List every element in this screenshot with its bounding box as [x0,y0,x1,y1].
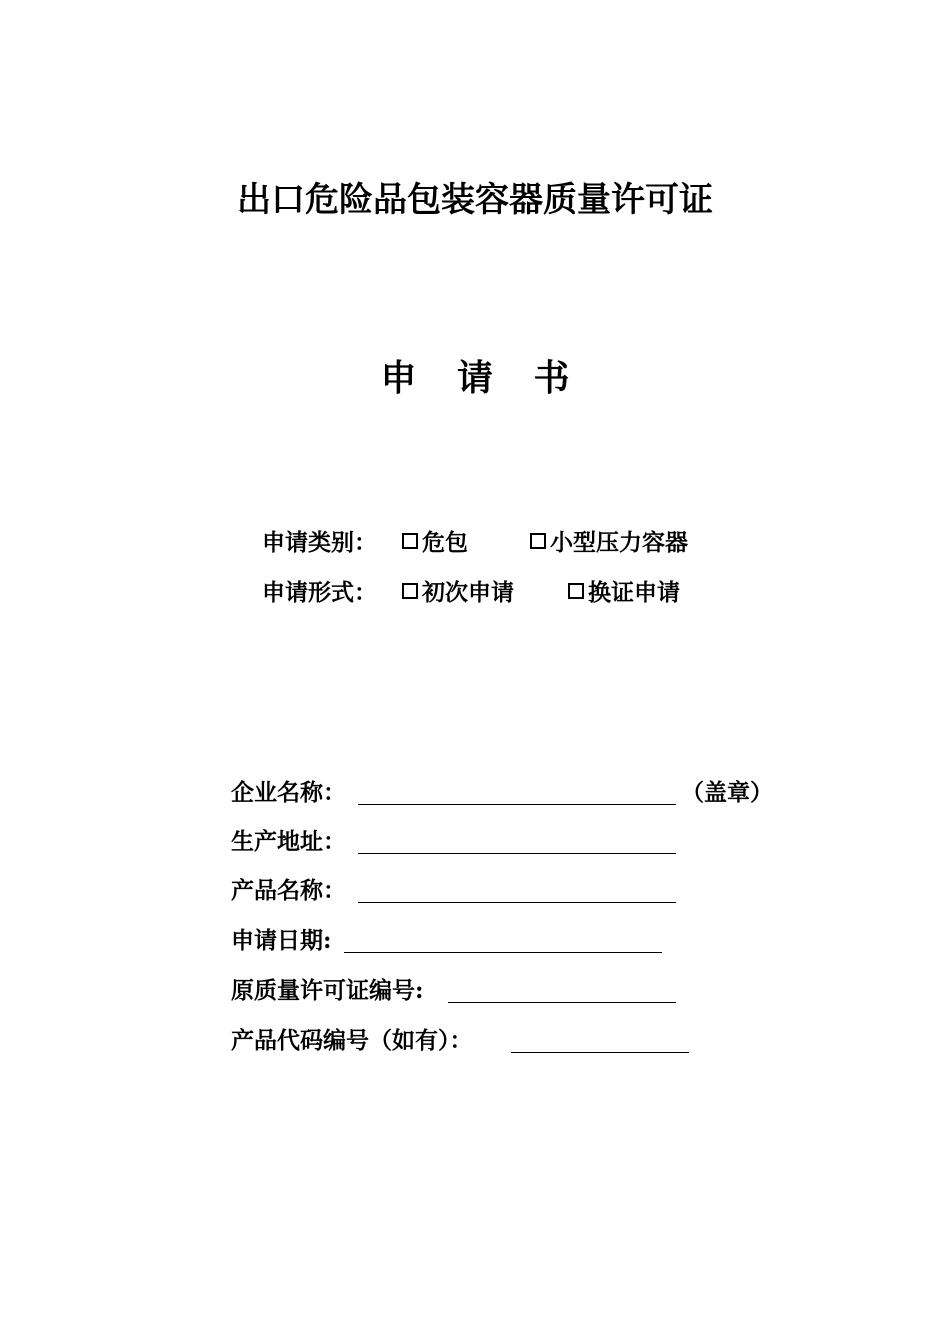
original-license-no-label: 原质量许可证编号: [231,977,424,1004]
application-form-label: 申请形式： [262,579,377,606]
option-hazardous-packaging[interactable] [402,524,468,557]
checkbox-icon[interactable] [530,533,546,549]
product-name-label: 产品名称： [231,877,346,904]
document-title: 出口危险品包装容器质量许可证 [237,180,713,220]
option-label: 换证申请 [588,579,680,606]
option-label: 初次申请 [422,579,514,606]
company-name-label: 企业名称： [231,779,346,806]
production-address-field[interactable] [358,853,676,854]
option-label: 小型压力容器 [550,529,688,556]
application-date-field[interactable] [344,952,662,953]
checkbox-icon[interactable] [402,533,418,549]
production-address-label: 生产地址： [231,828,346,855]
application-date-label: 申请日期: [231,927,332,954]
option-renewal-application[interactable] [568,574,680,607]
option-initial-application[interactable] [402,574,514,607]
application-type-label: 申请类别： [262,529,377,556]
option-label: 危包 [422,529,468,556]
checkbox-icon[interactable] [568,583,584,599]
product-code-no-field[interactable] [511,1052,689,1053]
company-name-field[interactable] [358,804,676,805]
checkbox-icon[interactable] [402,583,418,599]
seal-note: （盖章） [681,779,773,806]
product-code-no-label: 产品代码编号（如有）： [231,1027,473,1054]
document-subtitle: 申 请 书 [380,357,584,399]
option-small-pressure-vessel[interactable] [530,524,688,557]
original-license-no-field[interactable] [448,1002,676,1003]
product-name-field[interactable] [358,902,676,903]
